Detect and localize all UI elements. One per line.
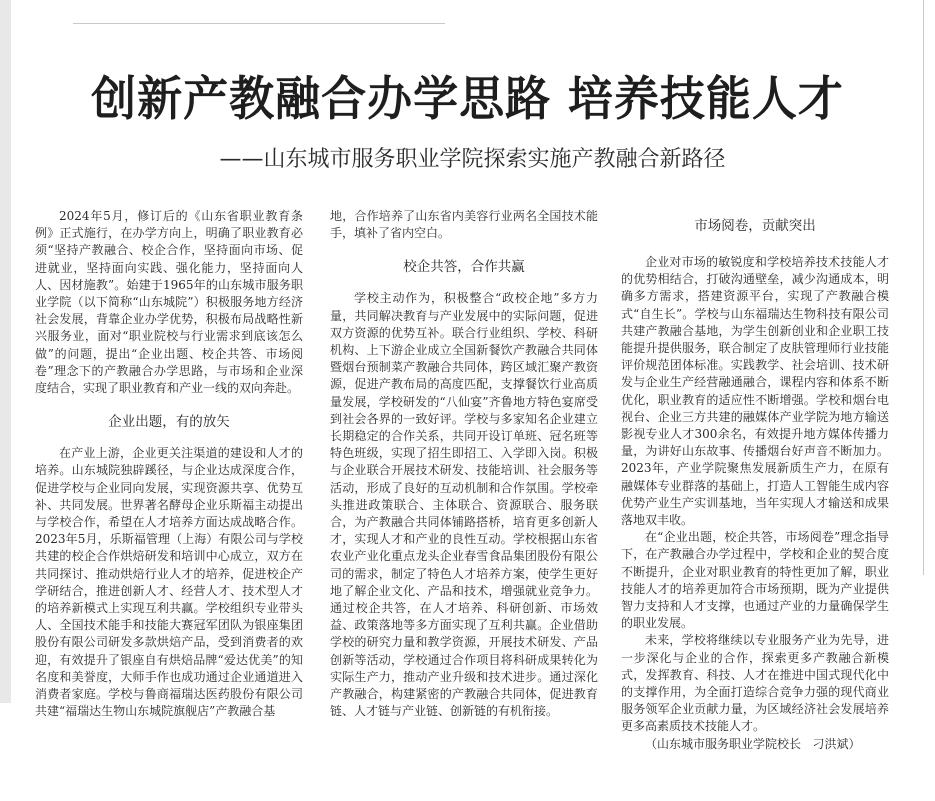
intro-paragraph: 2024年5月，修订后的《山东省职业教育条例》正式施行，在办学方向上，明确了职业教育必须“坚持产教融合、校企合作，坚持面向市场、促进就业，坚持面向实践、强化能力，坚持面向人人、因材施教”。始建于1965年的山东城市服务职业学院（以下简称“山东城院”）积极服务地方经济社会发展，背靠企业办学优势，积极布局战略性新兴服务业，面对“职业院校与行业需求到底该怎么做”的问题，提出“企业出题、校企共答、市场阅卷”理念下的产教融合办学思路，与市场和企业深度结合，实现了职业教育和产业一线的双向奔赴。 bbox=[35, 209, 303, 396]
section-heading-3: 市场阅卷，贡献突出 bbox=[694, 218, 816, 234]
section-2-paragraph: 学校主动作为，积极整合“政校企地”多方力量，共同解决教育与产业发展中的实际问题，促进双方资源的优势互补。联合行业组织、学校、科研机构、上下游企业成立全国新餐饮产教融合共同体暨烟台预制菜产教融合共同体，跨区域汇聚产教资源，促进产教布局的高度匹配，支撑餐饮行业高质量发展，学校研发的“八仙宴”齐鲁地方特色宴席受到社会各界的一致好评。学校与多家知名企业建立长期稳定的合作关系，共同开设订单班、冠名班等特色班级，实现了招生即招工、入学即入岗。积极与企业联合开展技术研发、技能培训、社会服务等活动，形成了良好的互动机制和合作氛围。学校牵头推进政策联合、主体联合、资源联合、服务联合，为产教融合共同体铺路搭桥，培育更多创新人才，实现人才和产业的良性互动。学校根据山东省农业产业化重点龙头企业春雪食品集团股份有限公司的需求，制定了特色人才培养方案，使学生更好地了解企业文化、产品和技术，增强就业竞争力。通过校企共答，在人才培养、科研创新、市场效益、政策落地等多方面实现了互利共赢。企业借助学校的研究力量和教学资源，开展技术研发、产品创新等活动，学校通过合作项目将科研成果转化为实际生产力，推动产业升级和技术进步。通过深化产教融合，构建紧密的产教融合共同体，促进教育链、人才链与产业链、创新链的有机衔接。 bbox=[330, 291, 598, 719]
top-divider bbox=[73, 23, 445, 24]
column-3 bbox=[621, 218, 889, 753]
section-3-paragraph-1: 企业对市场的敏锐度和学校培养技术技能人才的优势相结合，打破沟通壁垒，减少沟通成本，明确多方需求，搭建资源平台，实现了产教融合模式“自生长”。学校与山东福瑞达生物科技有限公司共建产教融合基地，为学生创新创业和企业职工技能提升提供服务，联合制定了皮肤管理师行业技能评价规范团体标准。实践教学、社会培训、技术研发与企业生产经营融通融合，课程内容和体系不断优化，职业教育的适应性不断增强。学校和烟台电视台、企业三方共建的融媒体产业学院为地方输送影视专业人才300余名，有效提升地方媒体传播力量，为讲好山东故事、传播烟台好声音不断加力。2023年，产业学院聚焦发展新质生产力，在原有融媒体专业群落的基础上，打造人工智能生成内容优势产业生产实训基地，当年实现人才输送和成果落地双丰收。 bbox=[621, 255, 889, 528]
section-heading-2: 校企共答，合作共赢 bbox=[403, 259, 525, 276]
section-heading-1: 企业出题，有的放矢 bbox=[108, 414, 230, 431]
section-3-paragraph-2: 在“企业出题，校企共答，市场阅卷”理念指导下，在产教融合办学过程中，学校和企业的契合度不断提升，企业对职业教育的特性更加了解，职业技能人才的培养更加符合市场预期，既为产业提供智力支持和人才支撑，也通过产业的力量确保学生的职业发展。 bbox=[621, 530, 889, 631]
column-1 bbox=[35, 208, 303, 801]
article-subtitle: ——山东城市服务职业学院探索实施产教融合新路径 bbox=[219, 147, 726, 172]
section-3-paragraph-3: 未来，学校将继续以专业服务产业为先导，进一步深化与企业的合作，探索更多产教融合新模式，发挥教育、科技、人才在推进中国式现代化中的支撑作用，为全面打造综合竞争力强的现代商业服务领军企业贡献力量，为区域经济社会发展培养更多高素质技术技能人才。 bbox=[621, 633, 889, 734]
section-1-paragraph: 在产业上游，企业更关注渠道的建设和人才的培养。山东城院独辟蹊径，与企业达成深度合作，促进学校与企业同向发展，实现资源共享、优势互补、共同发展。世界著名酵母企业乐斯福主动提出与学校合作，希望在人才培养方面达成战略合作。2023年5月，乐斯福管理（上海）有限公司与学校共建的校企合作烘焙研发和培训中心成立，双方在共同探讨、推动烘焙行业人才的培养，促进校企产学研结合，推进创新人才、经营人才、技术型人才的培养新模式上实现互利共赢。学校组织专业带头人、全国技术能手和技能大赛冠军团队为银座集团股份有限公司研发多款烘焙产品，受到消费者的欢迎，有效提升了银座自有烘焙品牌“爱达优美”的知名度和美誉度，大师手作也成功通过企业通道进入消费者家庭。学校与鲁商福瑞达医药股份有限公司共建“福瑞达生物山东城院旗舰店”产教融合基 bbox=[35, 446, 303, 719]
section-1-continuation: 地，合作培养了山东省内美容行业两名全国技术能手，填补了省内空白。 bbox=[330, 209, 598, 241]
column-2 bbox=[330, 208, 598, 720]
article-title: 创新产教融合办学思路 培养技能人才 bbox=[91, 70, 844, 127]
author-byline: （山东城市服务职业学院校长 刁洪斌） bbox=[645, 736, 861, 751]
